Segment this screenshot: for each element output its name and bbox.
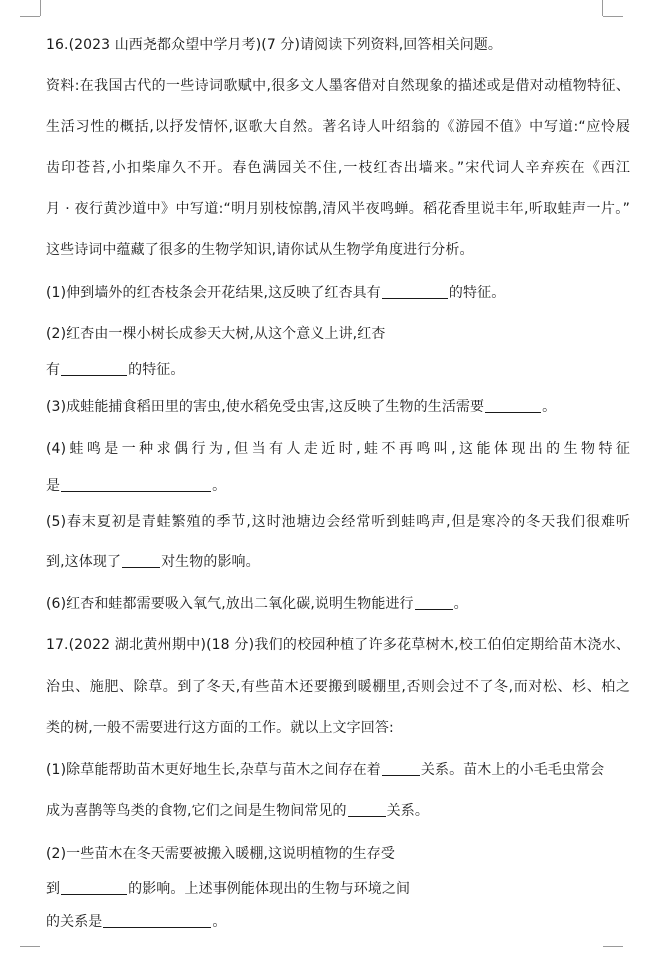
crop-mark-top-right-h	[603, 16, 623, 17]
crop-mark-top-right-v	[602, 0, 603, 16]
q17-part1-line1: (1)除草能帮助苗木更好地生长,杂草与苗木之间存在着 关系。苗木上的小毛毛虫常会	[46, 762, 605, 778]
crop-mark-bottom-right-h	[603, 946, 623, 947]
answer-blank[interactable]	[61, 361, 127, 376]
crop-mark-top-left-h	[20, 16, 40, 17]
q16-part4-line1: (4)蛙鸣是一种求偶行为,但当有人走近时,蛙不再鸣叫,这能体现出的生物特征	[46, 441, 630, 457]
q16-part4-line2: 是 。	[46, 478, 227, 494]
q16-part5-line2: 到,这体现了 对生物的影响。	[46, 554, 260, 570]
q17-header: 17.(2022 湖北黄州期中)(18 分)我们的校园种植了许多花草树木,校工伯伯定期给苗木浇水、	[46, 637, 630, 653]
q16-material-line: 月 · 夜行黄沙道中》中写道:“明月别枝惊鹊,清风半夜鸣蝉。稻花香里说丰年,听取蛙声一片。”	[46, 201, 630, 217]
q16-header: 16.(2023 山西尧都众望中学月考)(7 分)请阅读下列资料,回答相关问题。	[46, 37, 502, 53]
q16-part2-line2: 有 的特征。	[46, 362, 185, 378]
crop-mark-bottom-left-h	[20, 946, 40, 947]
q17-material-line: 治虫、施肥、除草。到了冬天,有些苗木还要搬到暖棚里,否则会过不了冬,而对松、杉、柏之	[46, 679, 630, 695]
q17-material-line: 类的树,一般不需要进行这方面的工作。就以上文字回答:	[46, 720, 394, 736]
answer-blank[interactable]	[348, 802, 386, 817]
answer-blank[interactable]	[103, 913, 211, 928]
q17-part1-line2: 成为喜鹊等鸟类的食物,它们之间是生物间常见的 关系。	[46, 803, 429, 819]
q17-part2-line3: 的关系是 。	[46, 914, 227, 930]
q17-part2-line1: (2)一些苗木在冬天需要被搬入暖棚,这说明植物的生存受	[46, 846, 395, 862]
q16-part6: (6)红杏和蛙都需要吸入氧气,放出二氧化碳,说明生物能进行 。	[46, 596, 468, 612]
answer-blank[interactable]	[415, 595, 453, 610]
answer-blank[interactable]	[61, 880, 127, 895]
answer-blank[interactable]	[122, 553, 160, 568]
answer-blank[interactable]	[485, 398, 541, 413]
q16-material-line: 资料:在我国古代的一些诗词歌赋中,很多文人墨客借对自然现象的描述或是借对动植物特征、	[46, 78, 630, 94]
crop-mark-top-left-v	[40, 0, 41, 16]
answer-blank[interactable]	[382, 284, 448, 299]
answer-blank[interactable]	[382, 761, 420, 776]
q16-part2-line1: (2)红杏由一棵小树长成参天大树,从这个意义上讲,红杏	[46, 326, 386, 342]
q16-material-line: 这些诗词中蕴藏了很多的生物学知识,请你试从生物学角度进行分析。	[46, 242, 474, 258]
q16-material-line: 生活习性的概括,以抒发情怀,讴歌大自然。著名诗人叶绍翁的《游园不值》中写道:“应怜屐	[46, 119, 630, 135]
q16-part5-line1: (5)春末夏初是青蛙繁殖的季节,这时池塘边会经常听到蛙鸣声,但是寒冷的冬天我们很难听	[46, 514, 630, 530]
q16-material-line: 齿印苍苔,小扣柴扉久不开。春色满园关不住,一枝红杏出墙来。”宋代词人辛弃疾在《西江	[46, 160, 630, 176]
q16-part3: (3)成蛙能捕食稻田里的害虫,使水稻免受虫害,这反映了生物的生活需要 。	[46, 399, 557, 415]
answer-blank[interactable]	[61, 477, 211, 492]
q17-part2-line2: 到 的影响。上述事例能体现出的生物与环境之间	[46, 881, 411, 897]
q16-part1: (1)伸到墙外的红杏枝条会开花结果,这反映了红杏具有 的特征。	[46, 285, 506, 301]
